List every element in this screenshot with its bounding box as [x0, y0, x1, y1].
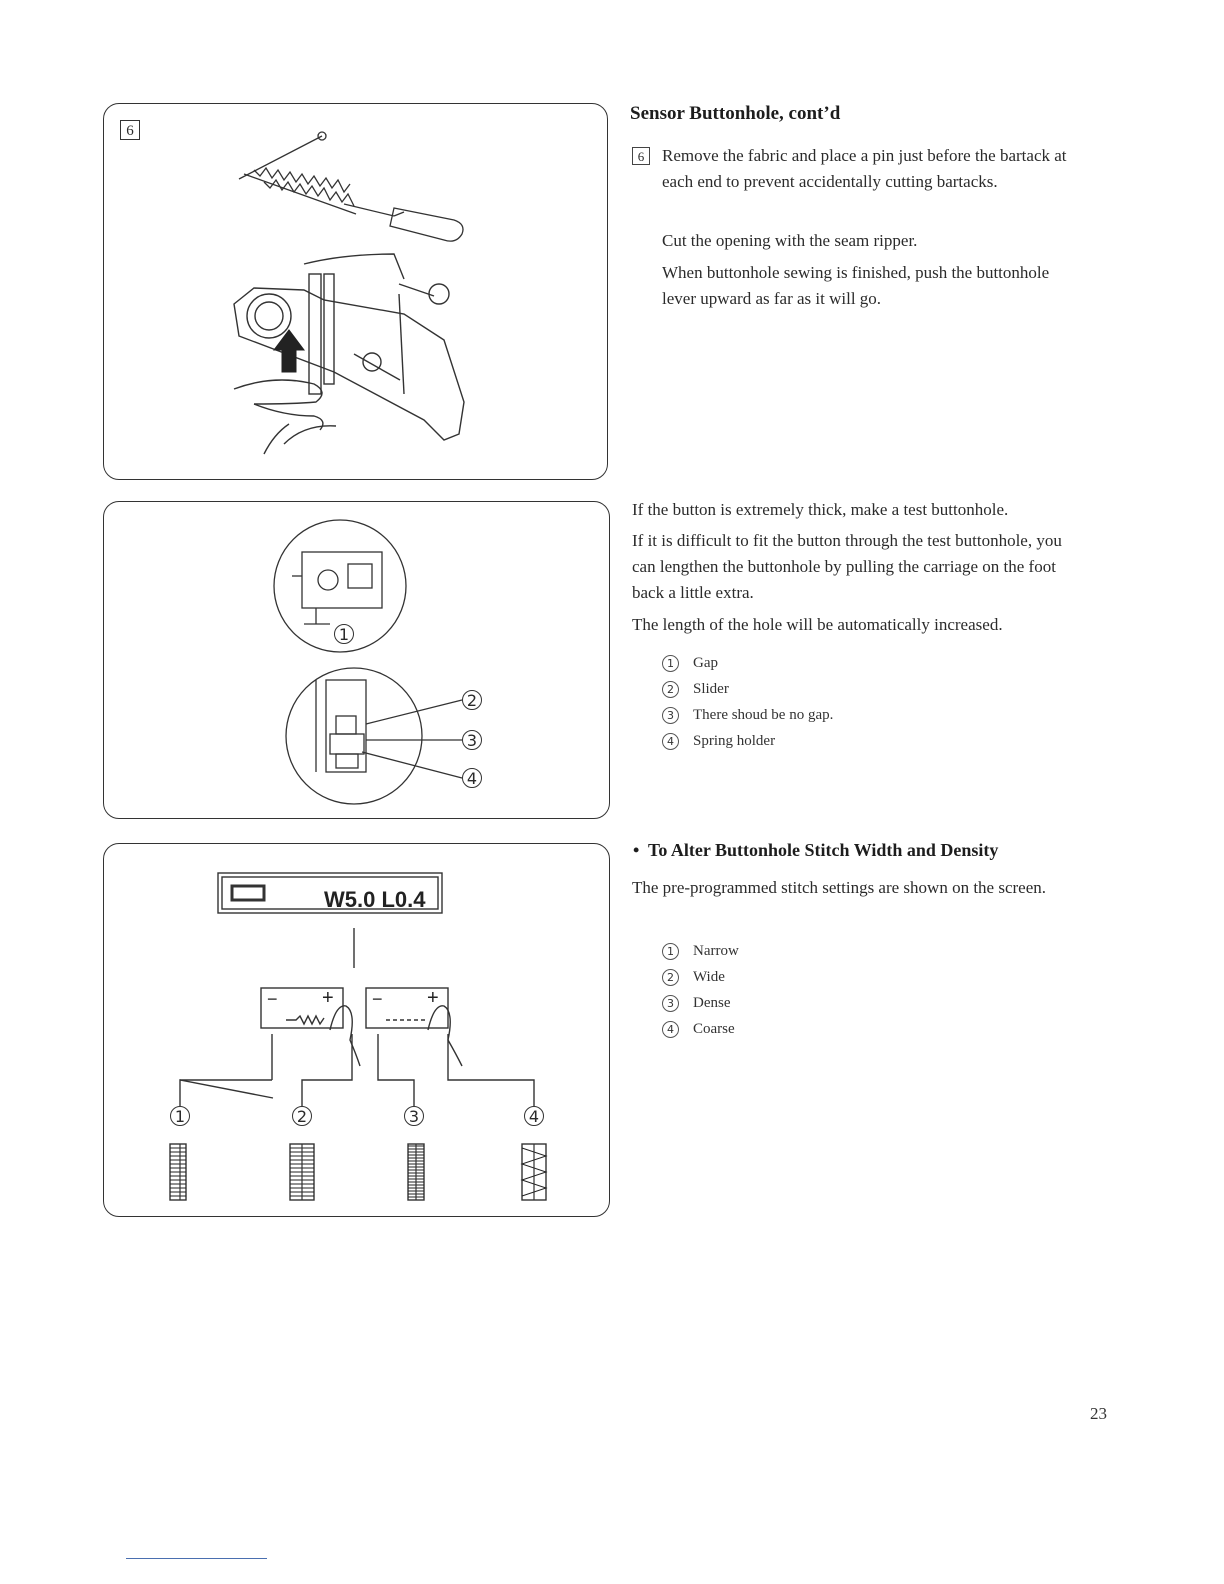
callout-slider: 2: [462, 690, 482, 710]
list-item: 1 Narrow: [662, 938, 739, 964]
page-title: Sensor Buttonhole, cont’d: [630, 103, 841, 124]
stitch-legend: [662, 938, 739, 1042]
step-paragraph-3: When buttonhole sewing is finished, push the buttonhole lever upward as far as it will go.: [662, 263, 1050, 308]
width-minus-key: −: [267, 989, 278, 1009]
callout-dense: 3: [404, 1106, 424, 1126]
alter-heading: [633, 840, 998, 861]
list-item: 2 Slider: [662, 676, 833, 702]
figure-step-badge: 6: [120, 120, 140, 140]
lcd-readout: W5.0 L0.4: [324, 887, 426, 912]
callout-coarse: 4: [524, 1106, 544, 1126]
thick-button-paragraph-3: The length of the hole will be automatically increased.: [632, 615, 1003, 634]
list-item: 2 Wide: [662, 964, 739, 990]
alter-heading-text: To Alter Buttonhole Stitch Width and Density: [648, 840, 999, 860]
slider-detail-illustration: [104, 502, 611, 820]
list-item: 3 Dense: [662, 990, 739, 1016]
figure-panel-stitch-settings: [103, 843, 610, 1217]
callout-wide: 2: [292, 1106, 312, 1126]
footer-rule: [126, 1558, 267, 1559]
step-paragraph-1: Remove the fabric and place a pin just before the bartack at each end to prevent accidentally cutting bartacks.: [662, 146, 1067, 191]
callout-narrow: 1: [170, 1106, 190, 1126]
list-item: 4 Coarse: [662, 1016, 739, 1042]
length-plus-key: +: [427, 987, 439, 1009]
list-item: 1 Gap: [662, 650, 833, 676]
callout-gap: 1: [334, 624, 354, 644]
step-number-badge: 6: [632, 147, 650, 165]
page-number: 23: [1090, 1404, 1107, 1423]
bullet: •: [633, 840, 640, 860]
length-minus-key: −: [372, 989, 383, 1009]
alter-paragraph: The pre-programmed stitch settings are shown on the screen.: [632, 878, 1047, 897]
list-item: 3 There shoud be no gap.: [662, 702, 833, 728]
thick-button-paragraph-1: If the button is extremely thick, make a test buttonhole.: [632, 500, 1009, 519]
seam-ripper-illustration: [104, 104, 609, 481]
figure-panel-slider-detail: [103, 501, 610, 819]
figure-panel-seam-ripper: [103, 103, 608, 480]
callout-spring-holder: 4: [462, 768, 482, 788]
width-plus-key: +: [322, 987, 334, 1009]
slider-legend: [662, 650, 833, 754]
list-item: 4 Spring holder: [662, 728, 833, 754]
thick-button-paragraph-2: If it is difficult to fit the button through the test buttonhole, you can lengthen the buttonhole by pulling the carriage on the foot back a little extra.: [632, 531, 1062, 602]
step-paragraph-2: Cut the opening with the seam ripper.: [662, 231, 918, 250]
callout-no-gap: 3: [462, 730, 482, 750]
